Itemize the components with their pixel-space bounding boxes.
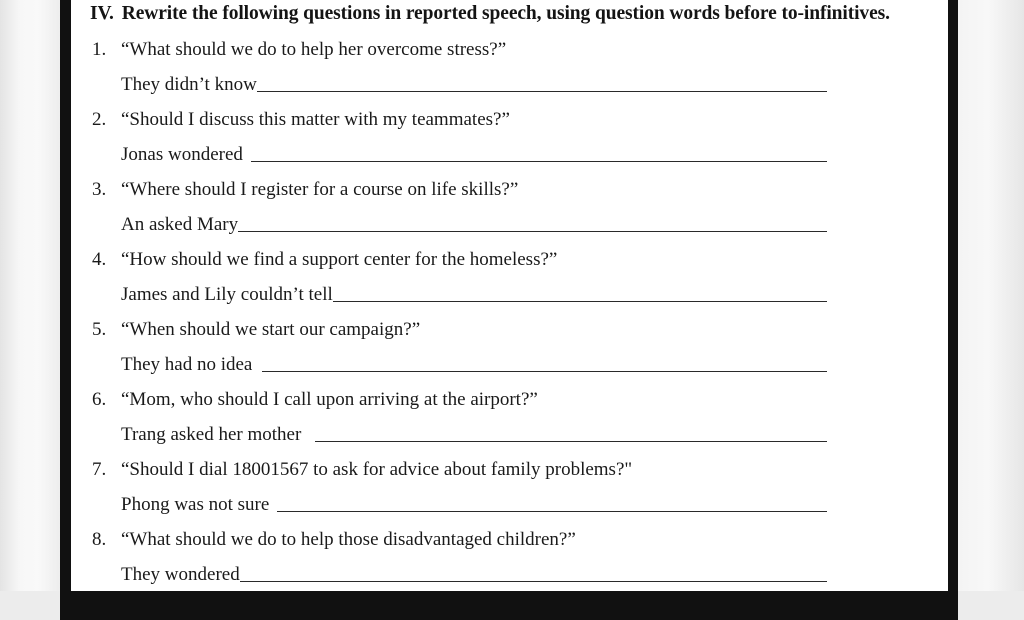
question-item (92, 179, 518, 201)
question-text: “Where should I register for a course on life skills?” (121, 179, 519, 200)
question-item (92, 389, 538, 411)
question-text: “Should I discuss this matter with my teammates?” (121, 109, 510, 130)
question-number: 4. (92, 249, 107, 270)
answer-line (121, 214, 827, 236)
question-text: “What should we do to help her overcome stress?” (121, 39, 507, 60)
question-number: 5. (92, 319, 107, 340)
answer-line (121, 74, 827, 96)
question-number: 3. (92, 179, 107, 200)
question-item (92, 39, 506, 61)
question-text: “How should we find a support center for the homeless?” (121, 249, 558, 270)
exercise-instruction: Rewrite the following questions in reported speech, using question words before to-infinitives. (121, 3, 890, 24)
question-number: 7. (92, 459, 107, 480)
answer-blank[interactable] (262, 371, 827, 372)
answer-stem: They didn’t know (121, 74, 257, 95)
question-item (92, 459, 632, 481)
right-background (958, 0, 1024, 591)
question-item (92, 109, 510, 131)
question-text: “What should we do to help those disadvantaged children?” (121, 529, 576, 550)
answer-line (121, 354, 827, 376)
answer-stem: James and Lily couldn’t tell (121, 284, 333, 305)
answer-blank[interactable] (315, 441, 827, 442)
question-number: 2. (92, 109, 107, 130)
exercise-heading (90, 3, 948, 25)
answer-blank[interactable] (277, 511, 827, 512)
answer-line (121, 284, 827, 306)
answer-line (121, 144, 827, 166)
question-number: 1. (92, 39, 107, 60)
answer-line (121, 494, 827, 516)
answer-line (121, 424, 827, 446)
answer-blank[interactable] (251, 161, 827, 162)
answer-blank[interactable] (257, 91, 827, 92)
question-text: “When should we start our campaign?” (121, 319, 421, 340)
answer-blank[interactable] (240, 581, 827, 582)
question-number: 8. (92, 529, 107, 550)
answer-stem: They had no idea (121, 354, 253, 375)
answer-stem: Trang asked her mother (121, 424, 302, 445)
exercise-number: IV. (90, 3, 114, 24)
answer-stem: Phong was not sure (121, 494, 270, 515)
answer-stem: They wondered (121, 564, 240, 585)
left-background (0, 0, 60, 591)
answer-stem: Jonas wondered (121, 144, 243, 165)
answer-blank[interactable] (333, 301, 827, 302)
question-text: “Should I dial 18001567 to ask for advice about family problems?" (121, 459, 633, 480)
question-item (92, 249, 557, 271)
question-number: 6. (92, 389, 107, 410)
answer-blank[interactable] (238, 231, 827, 232)
question-item (92, 529, 576, 551)
question-text: “Mom, who should I call upon arriving at the airport?” (121, 389, 538, 410)
question-item (92, 319, 420, 341)
answer-stem: An asked Mary (121, 214, 239, 235)
answer-line (121, 564, 827, 586)
